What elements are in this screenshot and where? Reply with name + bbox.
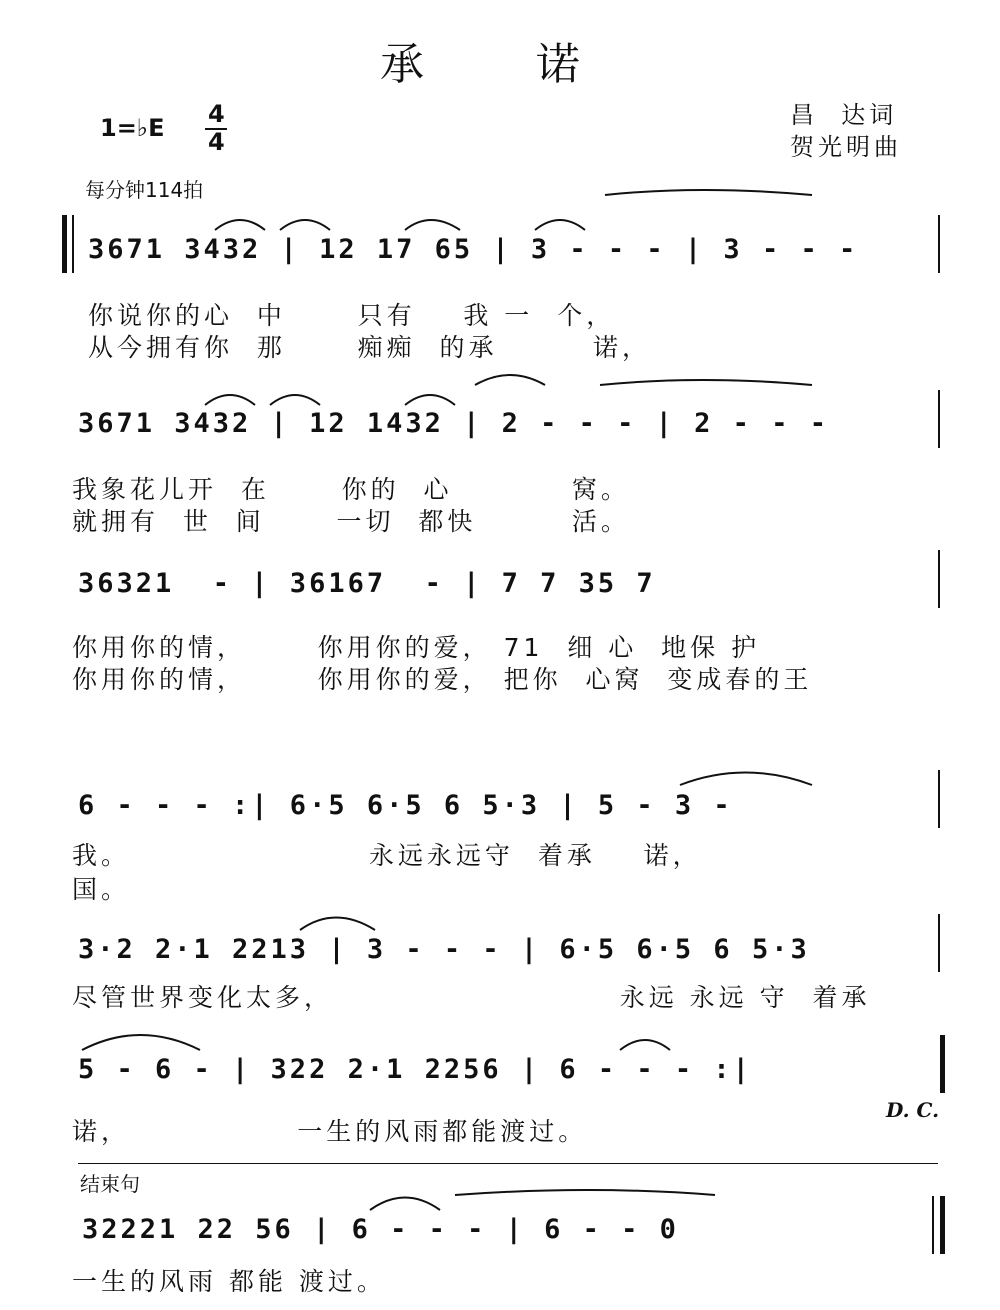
da-capo-marking: D. C. (886, 1098, 940, 1122)
composer-credit: 贺光明曲 (790, 133, 902, 161)
tempo-marking: 每分钟114拍 (85, 178, 204, 202)
time-signature-bottom: 4 (208, 128, 225, 156)
notation-row-5: 3·2 2·1 2213 | 3 - - - | 6·5 6·5 6 5·3 (78, 934, 810, 965)
notation-row-6: 5 - 6 - | 322 2·1 2256 | 6 - - - :| (78, 1054, 752, 1085)
ending-label: 结束句 (80, 1172, 140, 1196)
notation-row-2: 3671 3432 | 12 1432 | 2 - - - | 2 - - - (78, 408, 829, 439)
notation-row-1: 3671 3432 | 12 17 65 | 3 - - - | 3 - - - (88, 234, 859, 265)
time-signature-top: 4 (208, 100, 225, 128)
lyric-row-1-verse-1: 你说你的心 中 只有 我 一 个， (88, 301, 616, 330)
key-signature: 1=♭E (100, 114, 165, 142)
lyricist-credit: 昌 达词 (790, 101, 898, 129)
notation-row-4: 6 - - - :| 6·5 6·5 6 5·3 | 5 - 3 - (78, 790, 733, 821)
notation-row-7: 32221 22 56 | 6 - - - | 6 - - 0 (82, 1214, 679, 1245)
lyric-row-2-verse-2: 就拥有 世 间 一切 都快 活。 (72, 507, 630, 536)
song-title: 承 诺 (380, 39, 580, 90)
lyric-row-4-verse-2: 国。 (72, 875, 131, 904)
lyric-row-2-verse-1: 我象花儿开 在 你的 心 窝。 (72, 475, 630, 504)
lyric-row-7: 一生的风雨 都能 渡过。 (72, 1267, 386, 1296)
notation-row-3: 36321 - | 36167 - | 7 7 35 7 (78, 568, 656, 599)
lyric-row-4-verse-1: 我。 永远永远守 着承 诺， (72, 841, 702, 870)
lyric-row-3-verse-1: 你用你的情， 你用你的爱， 71 细 心 地保 护 (72, 633, 761, 662)
lyric-row-5: 尽管世界变化太多， 永远 永远 守 着承 (72, 983, 871, 1012)
lyric-row-3-verse-2: 你用你的情， 你用你的爱， 把你 心窝 变成春的王 (72, 665, 813, 694)
lyric-row-1-verse-2: 从今拥有你 那 痴痴 的承 诺， (88, 333, 652, 362)
lyric-row-6: 诺， 一生的风雨都能渡过。 (72, 1117, 588, 1146)
